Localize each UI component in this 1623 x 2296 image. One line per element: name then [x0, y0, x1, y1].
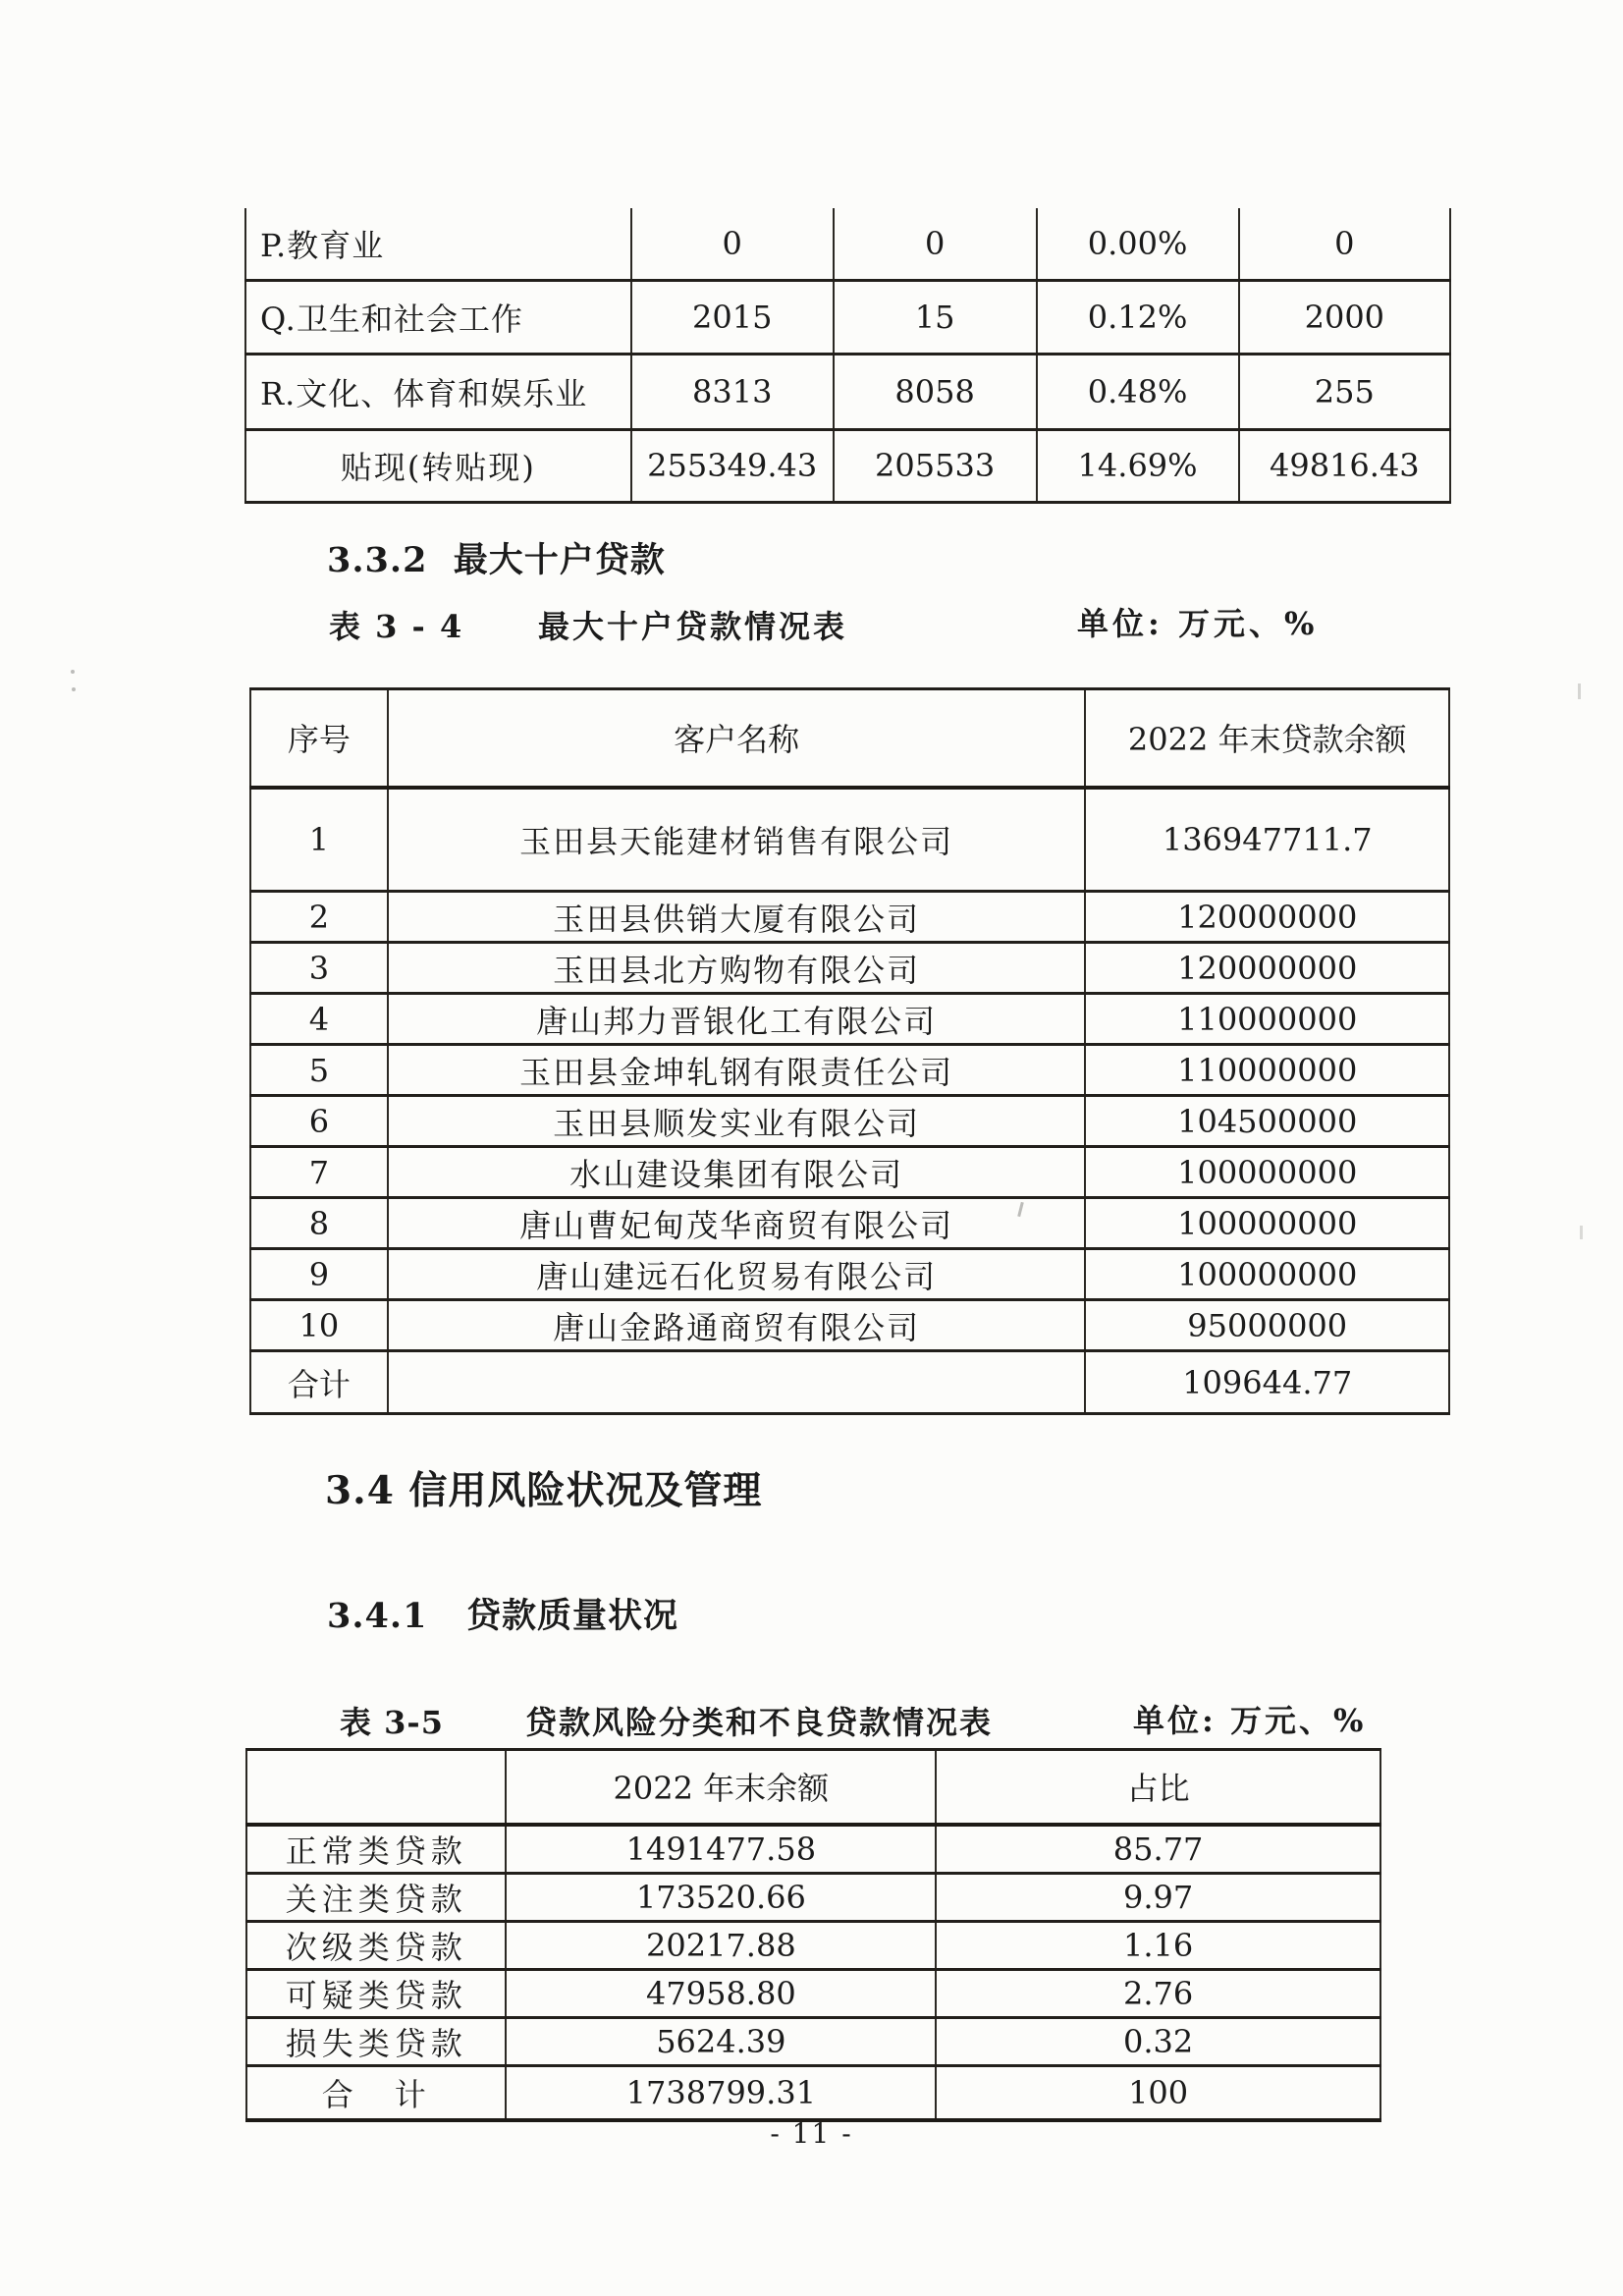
seq-cell: 10	[250, 1300, 388, 1351]
table-header-row	[250, 689, 1449, 788]
seq-cell: 6	[250, 1096, 388, 1147]
column-header-share: 占比	[936, 1750, 1380, 1825]
seq-cell: 4	[250, 994, 388, 1045]
category-cell: 次级类贷款	[246, 1921, 506, 1969]
total-label-cell: 合计	[250, 1351, 388, 1414]
customer-name-cell: 玉田县天能建材销售有限公司	[388, 788, 1086, 892]
customer-name-cell: 玉田县金坤轧钢有限责任公司	[388, 1045, 1086, 1096]
table-cell: 205533	[834, 429, 1037, 502]
table-header-row	[246, 1750, 1380, 1825]
table-row	[250, 1249, 1449, 1300]
column-header-name: 客户名称	[388, 689, 1086, 788]
customer-name-cell: 唐山建远石化贸易有限公司	[388, 1249, 1086, 1300]
section-heading-3-4-1: 3.4.1 贷款质量状况	[327, 1596, 678, 1636]
balance-cell: 95000000	[1085, 1300, 1449, 1351]
column-header-balance: 2022 年末贷款余额	[1085, 689, 1449, 788]
seq-cell: 1	[250, 788, 388, 892]
table-row	[246, 1921, 1380, 1969]
total-label-cell: 合 计	[246, 2065, 506, 2120]
table-total-row	[250, 1351, 1449, 1414]
table-cell: 0	[631, 208, 834, 280]
balance-cell: 5624.39	[506, 2017, 936, 2065]
table-row	[246, 1969, 1380, 2017]
table-3-4-caption-label: 表 3 - 4	[329, 608, 464, 645]
table-cell: 14.69%	[1037, 429, 1239, 502]
table-row	[245, 354, 1450, 429]
seq-cell: 7	[250, 1147, 388, 1198]
scan-artifact	[72, 687, 76, 691]
table-row	[246, 1825, 1380, 1874]
category-cell: 关注类贷款	[246, 1873, 506, 1921]
industry-label: Q.卫生和社会工作	[245, 280, 631, 354]
category-cell: 正常类贷款	[246, 1825, 506, 1874]
table-row	[250, 943, 1449, 994]
table-cell: 0.48%	[1037, 354, 1239, 429]
scan-artifact	[71, 670, 75, 674]
industry-label: P.教育业	[245, 208, 631, 280]
table-cell: 2015	[631, 280, 834, 354]
customer-name-cell: 唐山邦力晋银化工有限公司	[388, 994, 1086, 1045]
industry-label: R.文化、体育和娱乐业	[245, 354, 631, 429]
balance-cell: 100000000	[1085, 1147, 1449, 1198]
customer-name-cell: 玉田县顺发实业有限公司	[388, 1096, 1086, 1147]
table-3-5-caption-label: 表 3-5	[340, 1704, 444, 1741]
balance-cell: 173520.66	[506, 1873, 936, 1921]
balance-cell: 104500000	[1085, 1096, 1449, 1147]
table-cell: 8058	[834, 354, 1037, 429]
balance-cell: 20217.88	[506, 1921, 936, 1969]
table-cell: 8313	[631, 354, 834, 429]
top-ten-loans-table	[249, 687, 1450, 1415]
seq-cell: 5	[250, 1045, 388, 1096]
industry-loan-table	[244, 208, 1451, 504]
category-cell: 损失类贷款	[246, 2017, 506, 2065]
balance-cell: 109644.77	[1085, 1351, 1449, 1414]
customer-name-cell: 水山建设集团有限公司	[388, 1147, 1086, 1198]
share-cell: 2.76	[936, 1969, 1380, 2017]
section-heading-3-3-2: 3.3.2 最大十户贷款	[327, 540, 666, 580]
customer-name-cell	[388, 1351, 1086, 1414]
table-row	[245, 280, 1450, 354]
scan-artifact	[1578, 683, 1581, 699]
table-row	[250, 1300, 1449, 1351]
table-row	[250, 892, 1449, 943]
seq-cell: 3	[250, 943, 388, 994]
table-3-4-caption-title: 最大十户贷款情况表	[538, 608, 848, 645]
column-header-empty	[246, 1750, 506, 1825]
seq-cell: 9	[250, 1249, 388, 1300]
table-cell: 0.12%	[1037, 280, 1239, 354]
table-3-5-caption-unit: 单位: 万元、%	[1133, 1702, 1367, 1739]
table-row	[245, 208, 1450, 280]
seq-cell: 8	[250, 1198, 388, 1249]
balance-cell: 47958.80	[506, 1969, 936, 2017]
share-cell: 9.97	[936, 1873, 1380, 1921]
table-row	[250, 1045, 1449, 1096]
balance-cell: 1738799.31	[506, 2065, 936, 2120]
section-heading-3-4: 3.4 信用风险状况及管理	[325, 1468, 763, 1513]
loan-classification-table	[245, 1748, 1381, 2122]
share-cell: 0.32	[936, 2017, 1380, 2065]
table-row	[250, 1096, 1449, 1147]
table-3-5-caption-title: 贷款风险分类和不良贷款情况表	[525, 1704, 994, 1741]
balance-cell: 100000000	[1085, 1198, 1449, 1249]
balance-cell: 110000000	[1085, 994, 1449, 1045]
table-total-row	[246, 2065, 1380, 2120]
share-cell: 1.16	[936, 1921, 1380, 1969]
balance-cell: 110000000	[1085, 1045, 1449, 1096]
page-number: - 11 -	[770, 2117, 853, 2150]
table-row	[250, 994, 1449, 1045]
table-cell: 49816.43	[1239, 429, 1450, 502]
column-header-seq: 序号	[250, 689, 388, 788]
category-cell: 可疑类贷款	[246, 1969, 506, 2017]
scan-artifact	[1580, 1226, 1583, 1239]
table-cell: 0.00%	[1037, 208, 1239, 280]
customer-name-cell: 唐山金路通商贸有限公司	[388, 1300, 1086, 1351]
balance-cell: 100000000	[1085, 1249, 1449, 1300]
share-cell: 85.77	[936, 1825, 1380, 1874]
table-cell: 0	[834, 208, 1037, 280]
table-row	[250, 1198, 1449, 1249]
table-cell: 255	[1239, 354, 1450, 429]
customer-name-cell: 唐山曹妃甸茂华商贸有限公司	[388, 1198, 1086, 1249]
balance-cell: 136947711.7	[1085, 788, 1449, 892]
customer-name-cell: 玉田县供销大厦有限公司	[388, 892, 1086, 943]
table-row	[250, 788, 1449, 892]
table-row	[250, 1147, 1449, 1198]
table-cell: 15	[834, 280, 1037, 354]
balance-cell: 120000000	[1085, 892, 1449, 943]
seq-cell: 2	[250, 892, 388, 943]
customer-name-cell: 玉田县北方购物有限公司	[388, 943, 1086, 994]
industry-label: 贴现(转贴现)	[245, 429, 631, 502]
balance-cell: 120000000	[1085, 943, 1449, 994]
share-cell: 100	[936, 2065, 1380, 2120]
balance-cell: 1491477.58	[506, 1825, 936, 1874]
table-3-4-caption-unit: 单位: 万元、%	[1077, 605, 1319, 642]
table-row	[246, 2017, 1380, 2065]
table-cell: 0	[1239, 208, 1450, 280]
table-cell: 255349.43	[631, 429, 834, 502]
table-row	[245, 429, 1450, 502]
table-cell: 2000	[1239, 280, 1450, 354]
table-row	[246, 1873, 1380, 1921]
column-header-balance: 2022 年末余额	[506, 1750, 936, 1825]
